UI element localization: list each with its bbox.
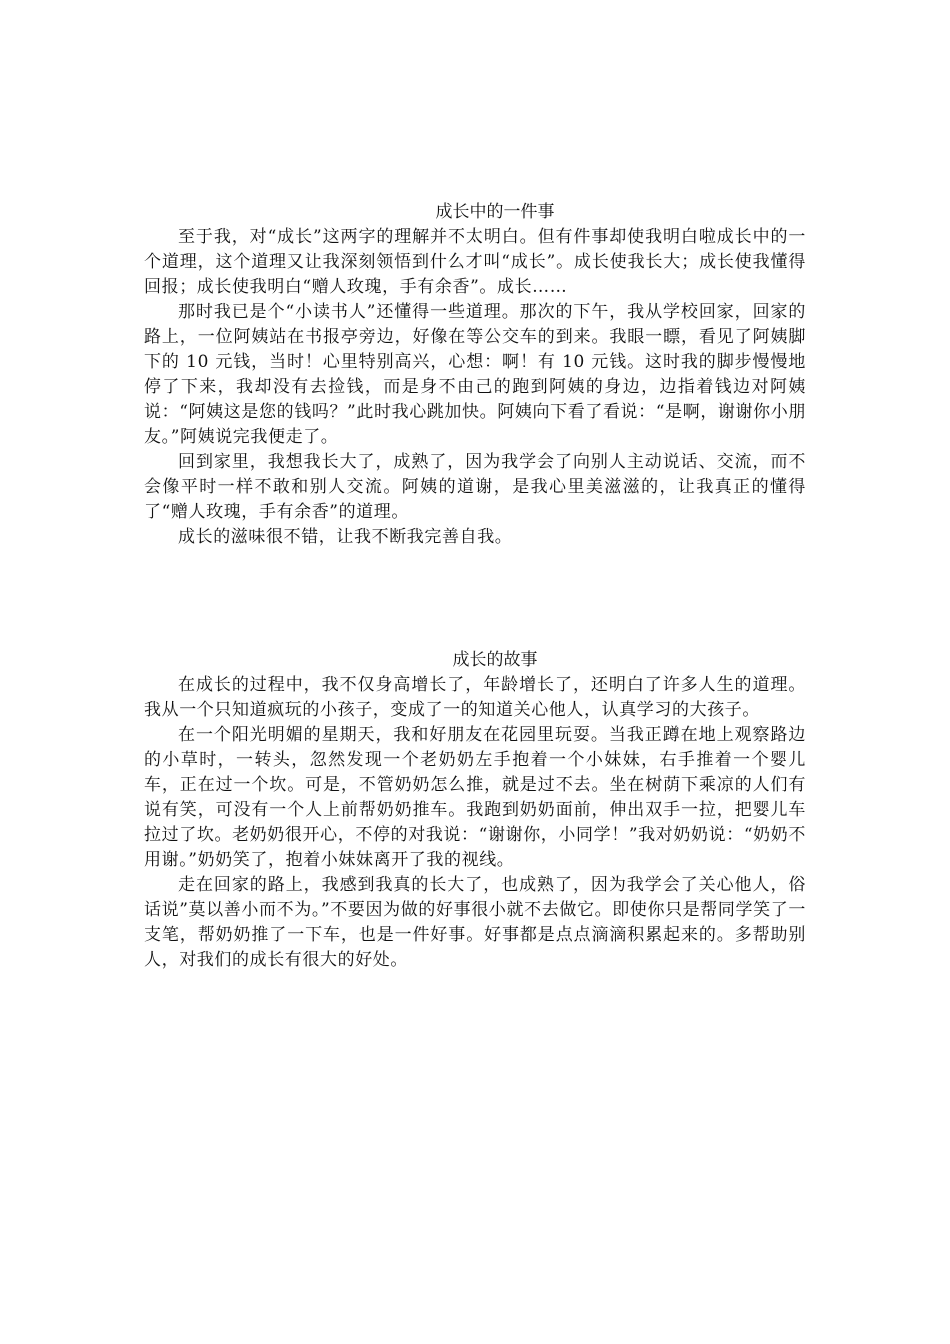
essay-growing-up-event <box>144 200 806 550</box>
paragraph: 走在回家的路上，我感到我真的长大了，也成熟了，因为我学会了关心他人，俗话说”莫以善小而不为。”不要因为做的好事很小就不去做它。即使你只是帮同学笑了一支笔，帮奶奶推了一下车，也是一件好事。好事都是点点滴滴积累起来的。多帮助别人，对我们的成长有很大的好处。 <box>144 875 806 970</box>
paragraph: 至于我，对“成长”这两字的理解并不太明白。但有件事却使我明白啦成长中的一个道理，这个道理又让我深刻领悟到什么才叫“成长”。成长使我长大；成长使我懂得回报；成长使我明白“赠人玫瑰，手有余香”。成长…… <box>144 227 806 297</box>
paragraph: 成长的滋味很不错，让我不断我完善自我。 <box>178 527 513 547</box>
essay-title: 成长中的一件事 <box>435 202 555 222</box>
essay-title: 成长的故事 <box>452 650 538 670</box>
paragraph: 在一个阳光明媚的星期天，我和好朋友在花园里玩耍。当我正蹲在地上观察路边的小草时，一转头，忽然发现一个老奶奶左手抱着一个小妹妹，右手推着一个婴儿车，正在过一个坎。可是，不管奶奶怎么推，就是过不去。坐在树荫下乘凉的人们有说有笑，可没有一个人上前帮奶奶推车。我跑到奶奶面前，伸出双手一拉，把婴儿车拉过了坎。老奶奶很开心，不停的对我说：“谢谢你，小同学！”我对奶奶说：“奶奶不用谢。”奶奶笑了，抱着小妹妹离开了我的视线。 <box>144 725 806 870</box>
essay-growing-up-story <box>144 648 806 973</box>
paragraph: 在成长的过程中，我不仅身高增长了，年龄增长了，还明白了许多人生的道理。我从一个只知道疯玩的小孩子，变成了一的知道关心他人，认真学习的大孩子。 <box>144 675 806 720</box>
paragraph: 那时我已是个“小读书人”还懂得一些道理。那次的下午，我从学校回家，回家的路上，一位阿姨站在书报亭旁边，好像在等公交车的到来。我眼一瞟，看见了阿姨脚下的 10 元钱，当时！心里特别高兴，心想：啊！有 10 元钱。这时我的脚步慢慢地停了下来，我却没有去捡钱，而是身不由己的跑到阿姨的身边，边指着钱边对阿姨说：“阿姨这是您的钱吗？”此时我心跳加快。阿姨向下看了看说：“是啊，谢谢你小朋友。”阿姨说完我便走了。 <box>144 302 806 447</box>
paragraph: 回到家里，我想我长大了，成熟了，因为我学会了向别人主动说话、交流，而不会像平时一样不敢和别人交流。阿姨的道谢，是我心里美滋滋的，让我真正的懂得了“赠人玫瑰，手有余香”的道理。 <box>144 452 806 522</box>
